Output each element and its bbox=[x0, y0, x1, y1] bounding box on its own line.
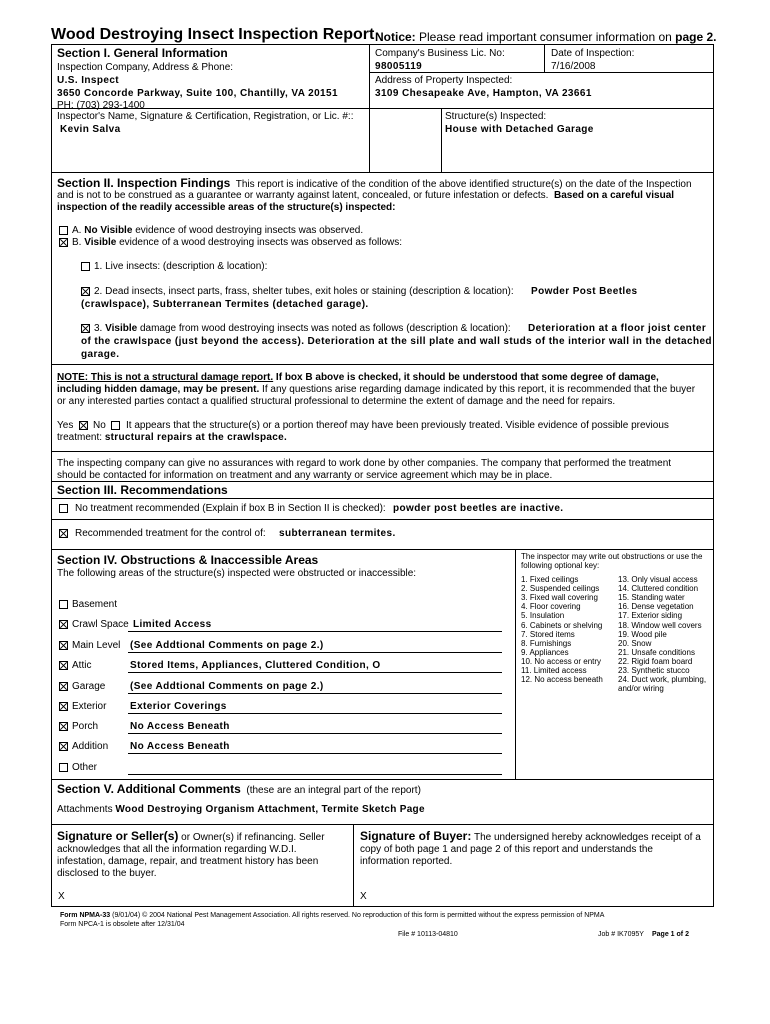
item3-value1: Deterioration at a floor joist center bbox=[528, 323, 707, 334]
item2-value1: Powder Post Beetles bbox=[531, 286, 638, 297]
recommended-label: Recommended treatment for the control of: bbox=[75, 528, 266, 539]
section4-title: Section IV. Obstructions & Inaccessible Areas bbox=[57, 553, 319, 567]
area-value[interactable]: No Access Beneath bbox=[130, 741, 230, 752]
buyer-signature-field[interactable]: X bbox=[360, 891, 367, 902]
area-label: Other bbox=[72, 762, 98, 773]
area-label: Exterior bbox=[72, 701, 107, 712]
item3-value3: garage. bbox=[81, 349, 120, 360]
report-title: Wood Destroying Insect Inspection Report bbox=[51, 26, 375, 43]
area-label: Basement bbox=[72, 599, 118, 610]
key-item: 20. Snow bbox=[618, 638, 652, 648]
area-checkbox-other[interactable] bbox=[59, 763, 68, 772]
seller-line4: disclosed to the buyer. bbox=[57, 868, 157, 879]
company-phone: PH: (703) 293-1400 bbox=[57, 100, 145, 111]
assurance-line1: The inspecting company can give no assurances with regard to work done by other companies. The company that performed the treatment bbox=[57, 458, 672, 469]
key-item: 14. Cluttered condition bbox=[618, 584, 699, 594]
key-intro-2: following optional key: bbox=[521, 561, 600, 570]
seller-line3: infestation, damage, repair, and treatment history has been bbox=[57, 856, 319, 867]
item3-value2: of the crawlspace (just beyond the access). Deterioration at the sill plate and wall studs of the interior wall in the detached bbox=[81, 336, 712, 347]
key-item: 2. Suspended ceilings bbox=[521, 584, 600, 594]
item2-label: 2. Dead insects, insect parts, frass, shelter tubes, exit holes or staining (description & location): bbox=[94, 286, 514, 297]
company-label: Inspection Company, Address & Phone: bbox=[57, 62, 234, 73]
seller-line2: acknowledges that all the information regarding W.D.I. bbox=[57, 844, 297, 855]
date-label: Date of Inspection: bbox=[551, 48, 635, 59]
finding-b: B. Visible evidence of a wood destroying insects was observed as follows: bbox=[72, 237, 403, 248]
area-label: Porch bbox=[72, 721, 99, 732]
key-item: 3. Fixed wall covering bbox=[521, 593, 598, 603]
area-field-line bbox=[128, 631, 502, 632]
area-checkbox-garage[interactable] bbox=[59, 682, 68, 691]
section2-intro: Section II. Inspection Findings This report is indicative of the condition of the above identified structure(s) on the date of the Inspection bbox=[57, 176, 692, 190]
key-item: 13. Only visual access bbox=[618, 575, 698, 584]
area-field-line bbox=[128, 672, 502, 673]
area-checkbox-attic[interactable] bbox=[59, 661, 68, 670]
assurance-line2: should be contacted for information on treatment and any warranty or service agreement which may be in place. bbox=[57, 470, 553, 481]
checkbox-no[interactable] bbox=[111, 421, 120, 430]
structures-label: Structure(s) Inspected: bbox=[445, 111, 547, 122]
key-item: 16. Dense vegetation bbox=[618, 602, 694, 612]
key-item: 9. Appliances bbox=[521, 647, 569, 657]
key-item: 11. Limited access bbox=[521, 666, 587, 675]
area-label: Attic bbox=[72, 660, 92, 671]
section2-intro-line2: and is not to be construed as a guarantee or warranty against latent, concealed, or future infestation or defects. Based on a careful visual bbox=[57, 190, 675, 201]
treated-text: It appears that the structure(s) or a portion thereof may have been previously treated. Visible evidence of possible previous bbox=[126, 420, 669, 431]
key-item: and/or wiring bbox=[618, 684, 664, 694]
lic-label: Company's Business Lic. No: bbox=[375, 48, 505, 59]
key-item: 6. Cabinets or shelving bbox=[521, 620, 603, 630]
key-item: 15. Standing water bbox=[618, 593, 685, 603]
area-value[interactable]: (See Addtional Comments on page 2.) bbox=[130, 640, 324, 651]
checkbox-live-insects[interactable] bbox=[81, 262, 90, 271]
key-item: 4. Floor covering bbox=[521, 602, 581, 612]
section5-heading: Section V. Additional Comments (these are an integral part of the report) bbox=[57, 782, 421, 796]
seller-signature-field[interactable]: X bbox=[58, 891, 65, 902]
company-address: 3650 Concorde Parkway, Suite 100, Chantilly, VA 20151 bbox=[57, 88, 338, 99]
area-value[interactable]: Exterior Coverings bbox=[130, 701, 227, 712]
item2-value2: (crawlspace), Subterranean Termites (detached garage). bbox=[81, 299, 369, 310]
area-checkbox-addition[interactable] bbox=[59, 742, 68, 751]
section1-title: Section I. General Information bbox=[57, 46, 228, 60]
inspector-value: Kevin Salva bbox=[60, 124, 121, 135]
key-item: 12. No access beneath bbox=[521, 675, 603, 685]
date-value: 7/16/2008 bbox=[551, 61, 596, 72]
checkbox-dead-insects[interactable] bbox=[81, 287, 90, 296]
recommended-value: subterranean termites. bbox=[279, 528, 396, 539]
checkbox-visible-damage[interactable] bbox=[81, 324, 90, 333]
inspector-label: Inspector's Name, Signature & Certification, Registration, or Lic. #:: bbox=[57, 111, 354, 122]
area-label: Main Level bbox=[72, 640, 121, 651]
property-label: Address of Property Inspected: bbox=[375, 75, 513, 86]
seller-line1: Signature or Seller(s) or Owner(s) if refinancing. Seller bbox=[57, 829, 325, 843]
key-intro-1: The inspector may write out obstructions or use the bbox=[521, 552, 703, 561]
footer-form: Form NPMA-33 (9/01/04) © 2004 National Pest Management Association. All rights reserved. No reproduction of this form is permitted without the express permission of NPMA bbox=[60, 912, 605, 919]
area-field-line bbox=[128, 713, 502, 714]
company-name: U.S. Inspect bbox=[57, 75, 120, 86]
key-item: 5. Insulation bbox=[521, 611, 565, 621]
buyer-line2: copy of both page 1 and page 2 of this report and understands the bbox=[360, 844, 653, 855]
key-item: 19. Wood pile bbox=[618, 629, 667, 639]
buyer-line3: information reported. bbox=[360, 856, 453, 867]
key-item: 7. Stored items bbox=[521, 629, 575, 639]
checkbox-no-treatment[interactable] bbox=[59, 504, 68, 513]
footer-obsolete: Form NPCA-1 is obsolete after 12/31/04 bbox=[60, 921, 185, 928]
note-line3: or any interested parties contact a qualified structural professional to determine the extent of damage and the need for repairs. bbox=[57, 396, 616, 407]
area-value[interactable]: No Access Beneath bbox=[130, 721, 230, 732]
area-field-line bbox=[128, 693, 502, 694]
checkbox-b[interactable] bbox=[59, 238, 68, 247]
yes-label: Yes bbox=[57, 420, 74, 431]
section4-subtitle: The following areas of the structure(s) inspected were obstructed or inaccessible: bbox=[57, 568, 417, 579]
notice: Notice: Please read important consumer information on page 2. bbox=[375, 30, 717, 44]
area-checkbox-main-level[interactable] bbox=[59, 641, 68, 650]
area-value[interactable]: Limited Access bbox=[133, 619, 212, 630]
checkbox-a[interactable] bbox=[59, 226, 68, 235]
section2-intro-line3: inspection of the readily accessible areas of the structure(s) inspected: bbox=[57, 202, 396, 213]
checkbox-recommended[interactable] bbox=[59, 529, 68, 538]
key-item: 17. Exterior siding bbox=[618, 611, 683, 621]
key-item: 23. Synthetic stucco bbox=[618, 666, 690, 675]
footer-page: Page 1 of 2 bbox=[652, 931, 689, 938]
key-item: 22. Rigid foam board bbox=[618, 656, 693, 666]
note-line1: NOTE: This is not a structural damage report. If box B above is checked, it should be understood that some degree of damage, bbox=[57, 372, 659, 383]
area-label: Garage bbox=[72, 681, 106, 692]
section2-title: Section II. Inspection Findings bbox=[57, 176, 231, 190]
footer-job: Job # IK7095Y bbox=[598, 931, 644, 938]
structures-value: House with Detached Garage bbox=[445, 124, 594, 135]
item1-label: 1. Live insects: (description & location): bbox=[94, 261, 268, 272]
key-item: 18. Window well covers bbox=[618, 620, 702, 630]
no-treatment-value: powder post beetles are inactive. bbox=[393, 503, 564, 514]
area-checkbox-basement[interactable] bbox=[59, 600, 68, 609]
area-field-line bbox=[128, 733, 502, 734]
key-item: 1. Fixed ceilings bbox=[521, 575, 579, 584]
area-field-line bbox=[128, 652, 502, 653]
no-treatment-label: No treatment recommended (Explain if box B in Section II is checked): bbox=[75, 503, 386, 514]
section3-title: Section III. Recommendations bbox=[57, 483, 228, 497]
area-checkbox-porch[interactable] bbox=[59, 722, 68, 731]
key-item: 10. No access or entry bbox=[521, 656, 602, 666]
area-field-line bbox=[128, 774, 502, 775]
checkbox-yes[interactable] bbox=[79, 421, 88, 430]
area-value[interactable]: (See Addtional Comments on page 2.) bbox=[130, 681, 324, 692]
area-field-line bbox=[128, 753, 502, 754]
area-checkbox-crawl-space[interactable] bbox=[59, 620, 68, 629]
item3-label: 3. Visible damage from wood destroying insects was noted as follows (description & location): bbox=[94, 323, 511, 334]
key-item: 21. Unsafe conditions bbox=[618, 647, 695, 657]
attachments: Attachments Wood Destroying Organism Attachment, Termite Sketch Page bbox=[57, 804, 425, 815]
note-line2: including hidden damage, may be present. If any questions arise regarding damage indicated by this report, it is recommended that the buyer bbox=[57, 384, 696, 395]
area-checkbox-exterior[interactable] bbox=[59, 702, 68, 711]
treated-line2: treatment: structural repairs at the crawlspace. bbox=[57, 432, 288, 443]
buyer-line1: Signature of Buyer: The undersigned hereby acknowledges receipt of a bbox=[360, 829, 701, 843]
lic-value: 98005119 bbox=[375, 61, 423, 72]
area-label: Crawl Space bbox=[72, 619, 129, 630]
area-label: Addition bbox=[72, 741, 109, 752]
area-value[interactable]: Stored Items, Appliances, Cluttered Condition, O bbox=[130, 660, 381, 671]
finding-a: A. No Visible evidence of wood destroying insects was observed. bbox=[72, 225, 364, 236]
footer-file: File # 10113-04810 bbox=[398, 931, 458, 938]
section5-title: Section V. Additional Comments bbox=[57, 782, 241, 796]
key-item: 24. Duct work, plumbing, bbox=[618, 675, 707, 685]
no-label: No bbox=[93, 420, 106, 431]
key-item: 8. Furnishings bbox=[521, 638, 572, 648]
property-value: 3109 Chesapeake Ave, Hampton, VA 23661 bbox=[375, 88, 592, 99]
